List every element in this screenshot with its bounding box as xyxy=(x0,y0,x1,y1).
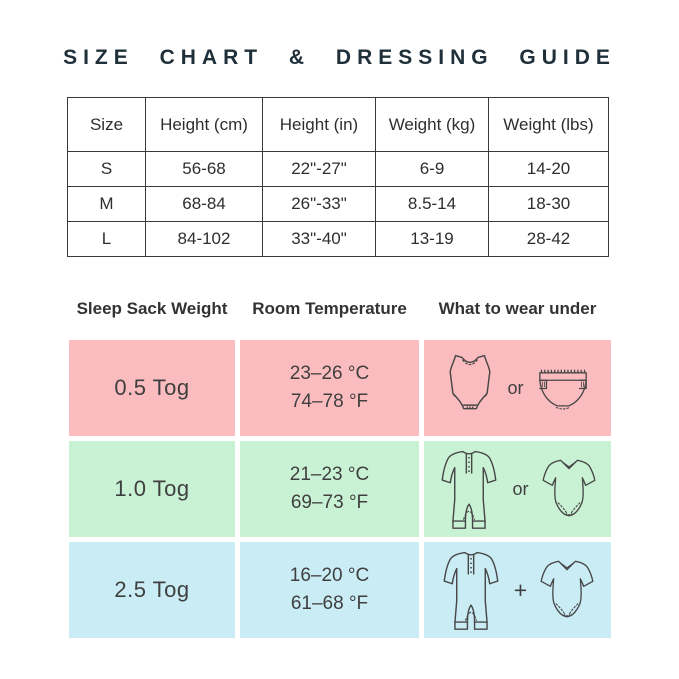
table-row-medium xyxy=(68,187,609,222)
temp-celsius: 16–20 °C xyxy=(289,565,370,587)
cell-weight-kg: 13-19 xyxy=(376,222,489,257)
column-header-weight-lbs: Weight (lbs) xyxy=(489,98,609,152)
cell-weight-kg: 8.5-14 xyxy=(376,187,489,222)
cell-size: S xyxy=(68,152,146,187)
column-header-weight-kg: Weight (kg) xyxy=(376,98,489,152)
connector-text: or xyxy=(507,377,524,398)
room-temperature-range xyxy=(240,542,419,638)
page-title: SIZE CHART & DRESSING GUIDE xyxy=(63,46,616,69)
dressing-guide-headers xyxy=(69,299,609,319)
size-table-header-row xyxy=(68,98,609,152)
tog-rating: 2.5 Tog xyxy=(69,542,235,638)
diaper-icon xyxy=(534,367,592,410)
cell-size: M xyxy=(68,187,146,222)
temp-celsius: 21–23 °C xyxy=(289,464,370,486)
shortsleeve-bodysuit-icon xyxy=(539,456,599,523)
cell-height-in: 26"-33" xyxy=(263,187,376,222)
header-room-temperature: Room Temperature xyxy=(252,299,407,318)
cell-height-cm: 56-68 xyxy=(146,152,263,187)
cell-weight-lbs: 28-42 xyxy=(489,222,609,257)
temp-celsius: 23–26 °C xyxy=(289,363,370,385)
cell-height-cm: 84-102 xyxy=(146,222,263,257)
cell-weight-lbs: 18-30 xyxy=(489,187,609,222)
footed-pajama-icon xyxy=(438,549,504,631)
header-sleep-sack-weight: Sleep Sack Weight xyxy=(76,299,228,318)
connector-text: or xyxy=(512,478,529,499)
cell-size: L xyxy=(68,222,146,257)
column-header-size: Size xyxy=(68,98,146,152)
temp-fahrenheit: 61–68 °F xyxy=(290,593,369,614)
temp-fahrenheit: 74–78 °F xyxy=(290,391,369,412)
cell-weight-kg: 6-9 xyxy=(376,152,489,187)
header-what-to-wear-under: What to wear under xyxy=(438,299,597,318)
tog-rating: 1.0 Tog xyxy=(69,441,235,537)
wear-under-options xyxy=(424,340,611,436)
wear-under-options xyxy=(424,441,611,537)
cell-height-in: 33"-40" xyxy=(263,222,376,257)
table-row-small xyxy=(68,152,609,187)
table-row-large xyxy=(68,222,609,257)
footed-pajama-icon xyxy=(436,448,502,530)
cell-height-in: 22"-27" xyxy=(263,152,376,187)
dressing-guide-grid xyxy=(69,340,609,638)
temp-fahrenheit: 69–73 °F xyxy=(290,492,369,513)
connector-text: + xyxy=(513,576,528,603)
wear-under-options xyxy=(424,542,611,638)
room-temperature-range xyxy=(240,340,419,436)
size-table xyxy=(67,97,609,257)
shortsleeve-bodysuit-icon xyxy=(537,557,597,624)
column-header-height-in: Height (in) xyxy=(263,98,376,152)
room-temperature-range xyxy=(240,441,419,537)
cell-height-cm: 68-84 xyxy=(146,187,263,222)
column-header-height-cm: Height (cm) xyxy=(146,98,263,152)
cell-weight-lbs: 14-20 xyxy=(489,152,609,187)
sleeveless-bodysuit-icon xyxy=(443,352,497,424)
tog-rating: 0.5 Tog xyxy=(69,340,235,436)
